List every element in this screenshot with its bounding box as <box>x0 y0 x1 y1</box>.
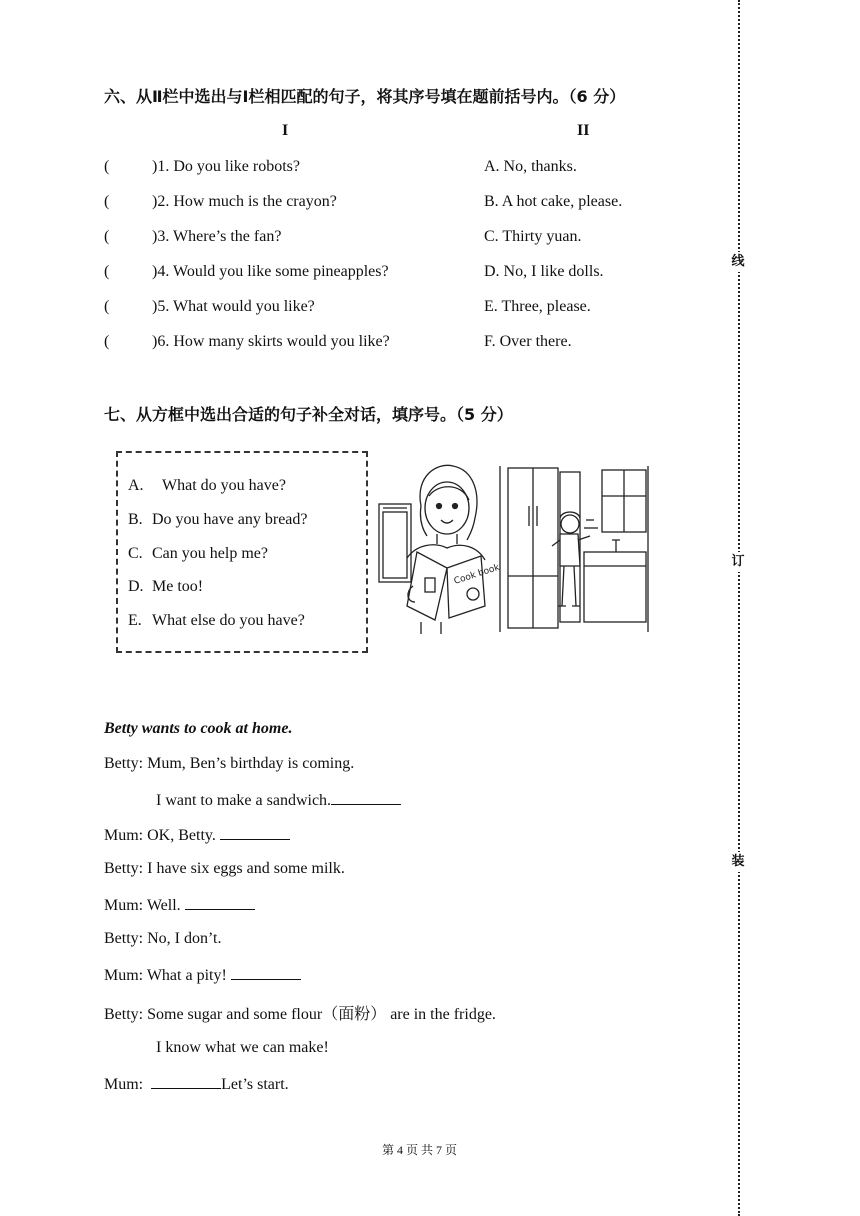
option-a <box>128 477 286 495</box>
answer-paren[interactable]: ( <box>104 298 110 315</box>
binding-char-xian: 线 <box>728 252 748 272</box>
option-text: Do you have any bread? <box>152 511 308 528</box>
binding-line <box>738 0 740 1216</box>
dialog-line-7 <box>104 965 301 985</box>
dialog-line-2 <box>156 790 401 810</box>
answer-paren[interactable]: ( <box>104 158 110 175</box>
question-3: )3. Where’s the fan? <box>152 228 282 245</box>
mother-reading-illustration <box>377 456 501 634</box>
option-key: E. <box>128 612 142 629</box>
answer-b: B. A hot cake, please. <box>484 193 623 210</box>
options-box <box>116 451 368 653</box>
answer-paren[interactable]: ( <box>104 333 110 350</box>
dialog-line-8: Betty: Some sugar and some flour（面粉） are in the fridge. <box>104 1006 496 1023</box>
option-text: What do you have? <box>162 477 286 494</box>
answer-blank-4[interactable] <box>231 965 301 980</box>
option-e <box>128 612 305 630</box>
column-1-header: I <box>282 122 289 139</box>
dialog-line-6: Betty: No, I don’t. <box>104 930 222 947</box>
dialog-text: Mum: OK, Betty. <box>104 827 216 844</box>
column-2-header: II <box>577 122 590 139</box>
dialog-text: I want to make a sandwich. <box>156 792 332 809</box>
option-text: Can you help me? <box>152 545 268 562</box>
option-d <box>128 578 203 596</box>
option-b <box>128 511 308 529</box>
binding-char-ding: 订 <box>728 552 748 572</box>
answer-d: D. No, I like dolls. <box>484 263 604 280</box>
dialog-line-3 <box>104 825 290 845</box>
question-2: )2. How much is the crayon? <box>152 193 337 210</box>
dialog-line-10 <box>104 1074 289 1094</box>
answer-e: E. Three, please. <box>484 298 591 315</box>
question-5: )5. What would you like? <box>152 298 315 315</box>
option-text: What else do you have? <box>152 612 305 629</box>
answer-paren[interactable]: ( <box>104 228 110 245</box>
option-key: D. <box>128 578 144 595</box>
option-key: C. <box>128 545 143 562</box>
page-number: 第 4 页 共 7 页 <box>382 1143 458 1157</box>
dialog-title: Betty wants to cook at home. <box>104 720 293 737</box>
answer-blank-5[interactable] <box>151 1074 221 1089</box>
answer-paren[interactable]: ( <box>104 263 110 280</box>
dialog-text: Mum: What a pity! <box>104 967 227 984</box>
dialog-line-9: I know what we can make! <box>156 1039 329 1056</box>
cookbook-label: Cook book <box>452 562 501 587</box>
answer-a: A. No, thanks. <box>484 158 577 175</box>
girl-at-fridge-illustration <box>498 466 650 634</box>
option-c <box>128 545 268 563</box>
answer-f: F. Over there. <box>484 333 572 350</box>
question-1: )1. Do you like robots? <box>152 158 300 175</box>
option-text: Me too! <box>152 578 204 595</box>
dialog-line-5 <box>104 895 255 915</box>
section7-title: 七、从方框中选出合适的句子补全对话，填序号。（5 分） <box>104 405 513 424</box>
dialog-line-4: Betty: I have six eggs and some milk. <box>104 860 345 877</box>
dialog-text: Let’s start. <box>221 1076 289 1093</box>
section6-title: 六、从Ⅱ栏中选出与Ⅰ栏相匹配的句子，将其序号填在题前括号内。（6 分） <box>104 87 626 106</box>
answer-c: C. Thirty yuan. <box>484 228 582 245</box>
option-key: B. <box>128 511 143 528</box>
answer-blank-2[interactable] <box>220 825 290 840</box>
answer-blank-3[interactable] <box>185 895 255 910</box>
answer-paren[interactable]: ( <box>104 193 110 210</box>
dialog-text: Mum: Well. <box>104 897 181 914</box>
question-6: )6. How many skirts would you like? <box>152 333 390 350</box>
option-key: A. <box>128 477 144 494</box>
dialog-text: Mum: <box>104 1076 144 1093</box>
dialog-line-1: Betty: Mum, Ben’s birthday is coming. <box>104 755 355 772</box>
question-4: )4. Would you like some pineapples? <box>152 263 389 280</box>
binding-char-zhuang: 装 <box>728 852 748 872</box>
answer-blank-1[interactable] <box>331 790 401 805</box>
